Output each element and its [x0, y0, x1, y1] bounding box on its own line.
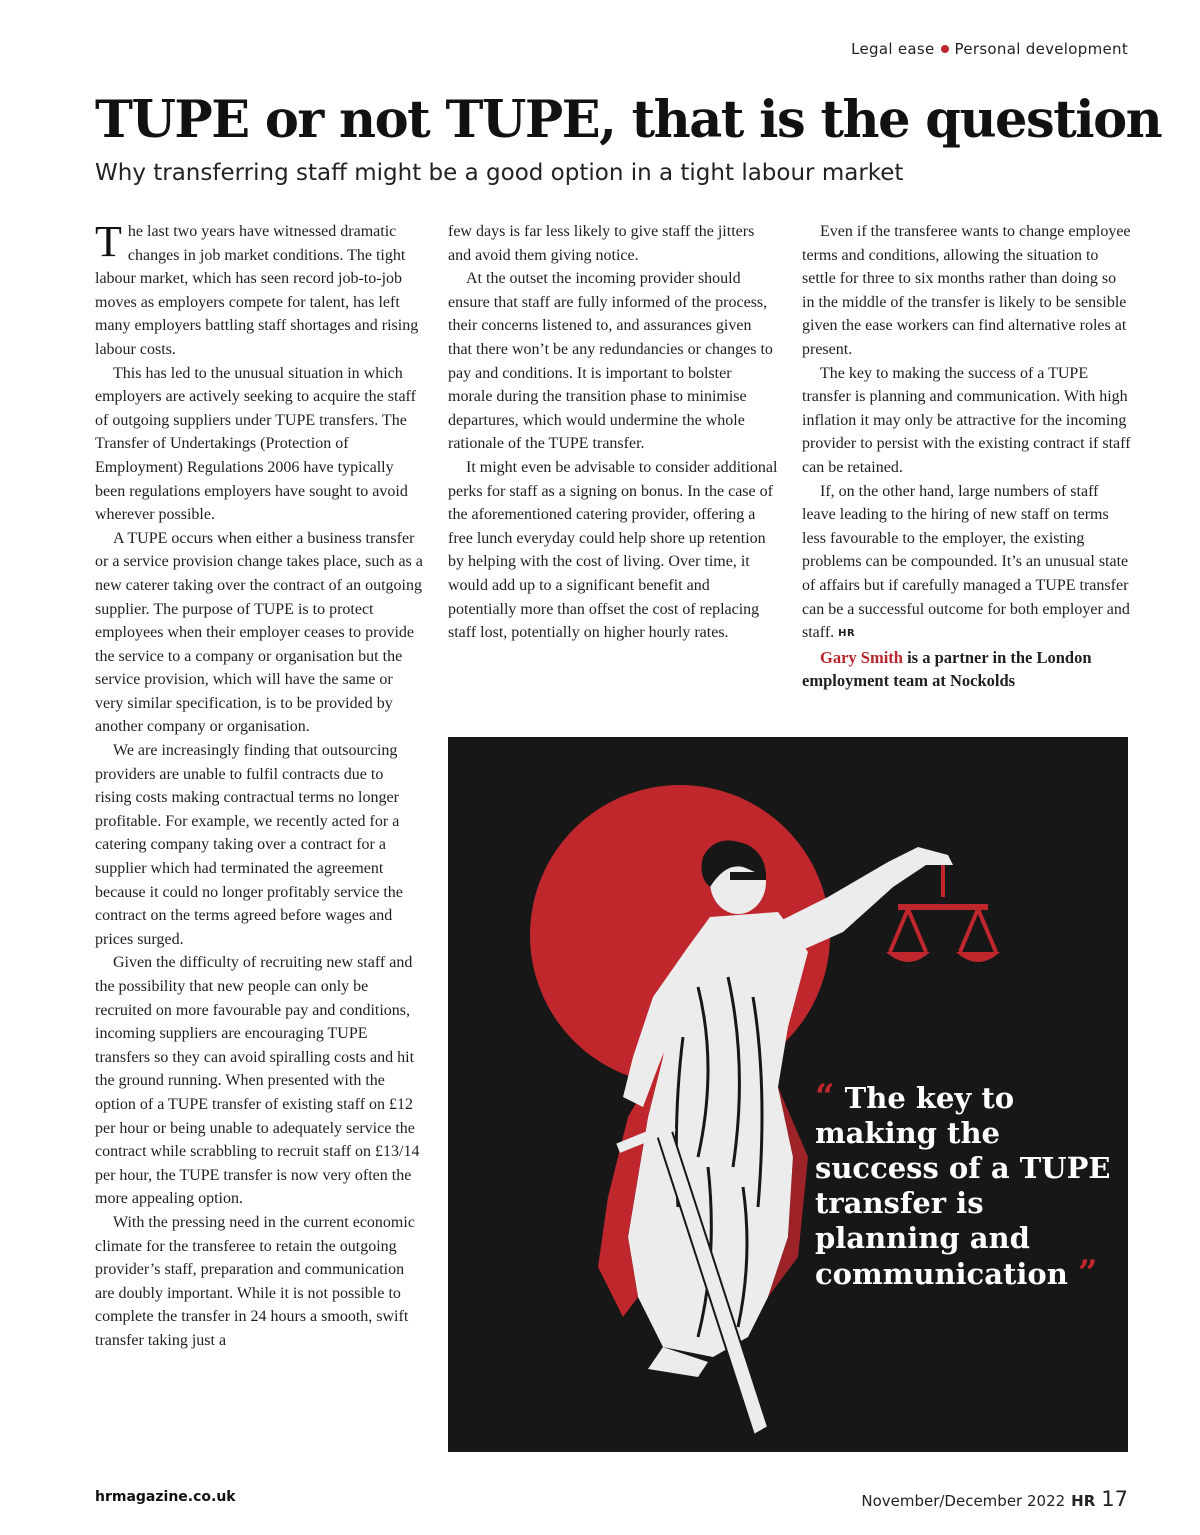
paragraph: It might even be advisable to consider additional perks for staff as a signing on bonus. In the case of the aforementioned catering provider, offering a free lunch everyday could help shore up retention by helping with the cost of living. Over time, it would add up to a significant benefit and potentially more than offset the cost of replacing staff lost, potentially on higher hourly rates. [448, 458, 778, 642]
author-bio-text: is a partner in the London employment team at Nockolds [802, 647, 1092, 691]
magazine-name: HR [1071, 1492, 1096, 1510]
section-label: Legal ease [851, 40, 935, 58]
paragraph: This has led to the unusual situation in which employers are actively seeking to acquire the staff of outgoing suppliers under TUPE transfers. The Transfer of Undertakings (Protection of Employment) Regulations 2006 have typically been regulations employers have sought to avoid wherever possible. [95, 364, 416, 524]
open-quote-mark: “ [815, 1077, 835, 1117]
paragraph: Even if the transferee wants to change employee terms and conditions, allowing the situation to settle for three to six months rather than doing so in the middle of the transfer is likely to be sensible given the ease workers can find alternative roles at present. [802, 223, 1131, 358]
scale-pan-left [886, 952, 930, 962]
issue-date: November/December 2022 [861, 1492, 1066, 1510]
author-bio [802, 646, 1132, 693]
article-subtitle: Why transferring staff might be a good option in a tight labour market [95, 160, 904, 186]
paragraph: At the outset the incoming provider should ensure that staff are fully informed of the process, their concerns listened to, and assurances given that there won’t be any redundancies or changes to pay and conditions. It is important to bolster morale during the transition phase to minimise departures, which would undermine the whole rationale of the TUPE transfer. [448, 270, 773, 453]
paragraph [95, 217, 423, 362]
scale-pan-right [956, 952, 1000, 962]
close-quote-mark: ” [1077, 1253, 1098, 1293]
end-mark: HR [838, 628, 856, 640]
paragraph-text: If, on the other hand, large numbers of staff leave leading to the hiring of new staff on terms less favourable to the employer, the existing problems can be compounded. It’s an unusual state of affairs but if carefully managed a TUPE transfer can be a successful outcome for both employer and staff. [802, 482, 1130, 642]
pull-quote-text: The key to making the success of a TUPE transfer is planning and communication [815, 1081, 1111, 1291]
article-column-3 [802, 220, 1132, 693]
author-name: Gary Smith [820, 647, 903, 667]
paragraph: The key to making the success of a TUPE transfer is planning and communication. With high inflation it may only be attractive for the incoming provider to persist with the existing contract if staff can be retained. [802, 364, 1131, 476]
article-title: TUPE or not TUPE, that is the question [95, 90, 1162, 150]
paragraph [802, 480, 1132, 646]
page-number: 17 [1101, 1487, 1128, 1511]
paragraph: A TUPE occurs when either a business transfer or a service provision change takes place, such as a new caterer taking over the contract of an outgoing supplier. The purpose of TUPE is to protect employees when their employer ceases to provide the service to a company or organisation but the service provision, which will have the same or very similar specification, is to be provided by another company or organisation. [95, 529, 423, 736]
drop-cap: T [95, 217, 122, 266]
paragraph: few days is far less likely to give staff the jitters and avoid them giving notice. [448, 223, 755, 264]
article-column-2 [448, 220, 778, 645]
article-column-1 [95, 217, 423, 1353]
subsection-label: Personal development [954, 40, 1128, 58]
pull-quote [815, 1077, 1115, 1293]
paragraph: We are increasingly finding that outsourcing providers are unable to fulfil contracts due to rising costs making contractual terms no longer profitable. For example, we recently acted for a catering company taking over a contract for a supplier which had terminated the agreement because it could no longer profitably service the contract on the terms agreed before wages and prices surged. [95, 742, 403, 948]
paragraph-text: he last two years have witnessed dramatic changes in job market conditions. The tight labour market, which has seen record job-to-job moves as employers compete for talent, has left many employers battling staff shortages and rising labour costs. [95, 223, 419, 358]
lady-justice-illustration [448, 737, 1128, 1452]
blindfold [730, 872, 766, 880]
paragraph: Given the difficulty of recruiting new staff and the possibility that new people can only be recruited on more favourable pay and conditions, incoming suppliers are encouraging TUPE transfers so they can avoid spiralling costs and hit the ground running. When presented with the option of a TUPE transfer of existing staff on £12 per hour or being unable to adequately service the contract while scrabbling to recruit staff on £13/14 per hour, the TUPE transfer is now very often the more appealing option. [95, 954, 420, 1208]
footer-website: hrmagazine.co.uk [95, 1489, 236, 1505]
bullet-dot-icon [941, 45, 949, 53]
paragraph: With the pressing need in the current economic climate for the transferee to retain the outgoing provider’s staff, preparation and communication are doubly important. While it is not possible to complete the transfer in 24 hours a smooth, swift transfer taking just a [95, 1213, 415, 1349]
section-tag [851, 40, 1128, 58]
footer-issue-info [861, 1487, 1128, 1511]
